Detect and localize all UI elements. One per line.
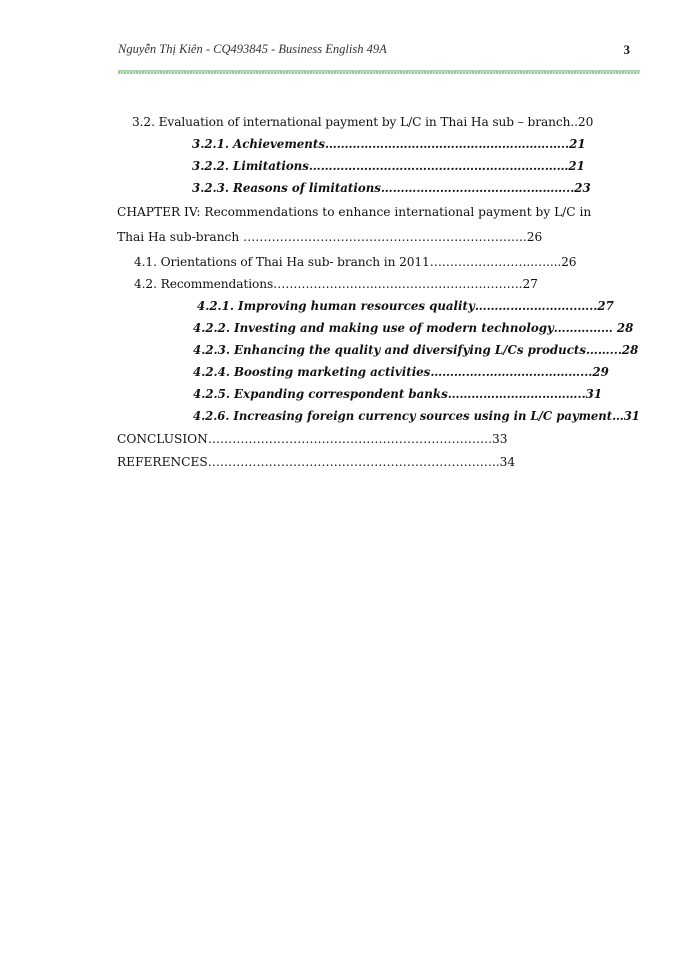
toc-entry-3-2-1: 3.2.1. Achievements……………………………………………………..21 (192, 137, 586, 151)
toc-entry-3-2-2: 3.2.2. Limitations…………………………………………………………21 (192, 159, 585, 173)
page-number: 3 (623, 42, 630, 57)
toc-entry-4-2-1: 4.2.1. Improving human resources quality……………………..…..27 (197, 299, 614, 313)
toc-entry-4-2-4: 4.2.4. Boosting marketing activities…………..……………………...29 (193, 365, 609, 379)
toc-entry-conclusion: CONCLUSION…………………………………………………………….33 (117, 432, 508, 446)
toc-entry-chapter-4: CHAPTER IV: Recommendations to enhance international payment by L/C in (117, 205, 592, 219)
toc-entry-4-1: 4.1. Orientations of Thai Ha sub- branch in 2011……………………..…....26 (134, 255, 577, 269)
toc-entry-references: REFERENCES………………………………………………………….…..34 (117, 455, 516, 469)
toc-entry-4-2-3: 4.2.3. Enhancing the quality and diversifying L/Cs products……...28 (193, 343, 639, 357)
toc-entry-4-2-5: 4.2.5. Expanding correspondent banks……………………………..31 (193, 387, 603, 401)
header-text: Nguyễn Thị Kiên - CQ493845 - Business English 49A (118, 42, 387, 56)
toc-entry-3-2-3: 3.2.3. Reasons of limitations………………………………..………..23 (192, 181, 591, 195)
toc-entry-4-2: 4.2. Recommendations…………………….……………………………….27 (134, 277, 538, 291)
toc-entry-4-2-2: 4.2.2. Investing and making use of modern technology…………… 28 (193, 321, 634, 335)
toc-entry-chapter-4-cont: Thai Ha sub-branch ………………………………………….………………...26 (117, 230, 543, 244)
toc-entry-3-2: 3.2. Evaluation of international payment by L/C in Thai Ha sub – branch..20 (132, 115, 594, 129)
toc-entry-4-2-6: 4.2.6. Increasing foreign currency sources using in L/C payment…31 (193, 409, 640, 423)
